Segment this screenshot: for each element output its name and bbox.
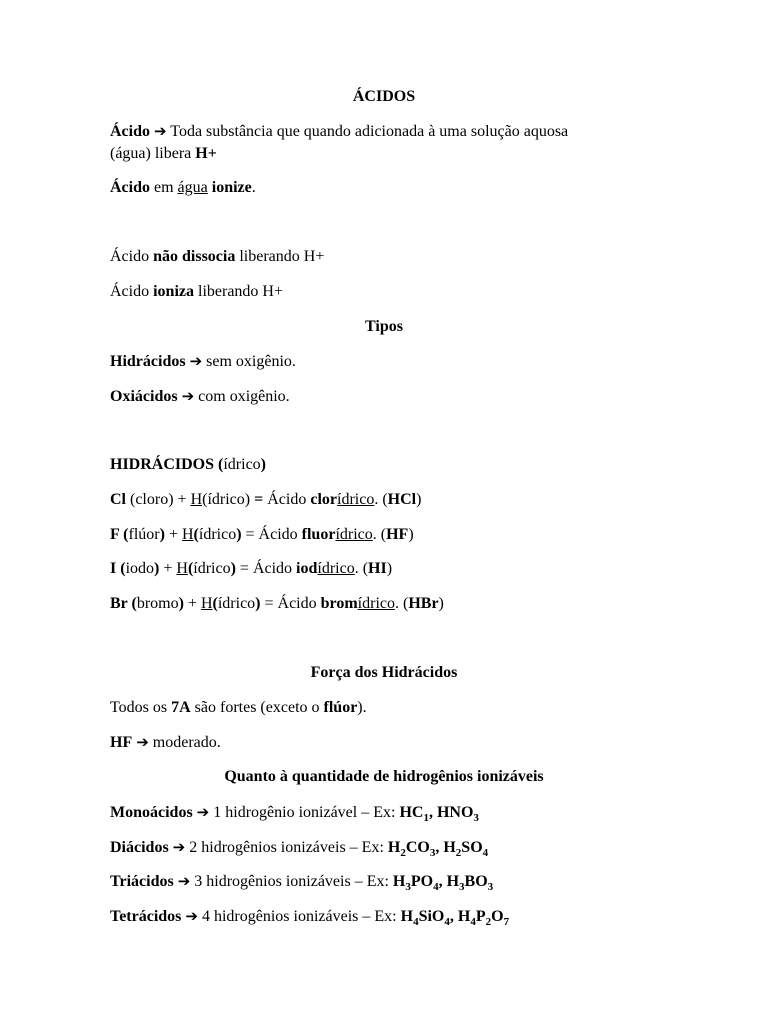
list-item: Monoácidos ➔ 1 hidrogênio ionizável – Ex: $HC_1$, $HNO_3$	[110, 803, 479, 824]
forca-line-2: HF ➔ moderado.	[110, 733, 221, 751]
arrow-icon: ➔	[185, 907, 198, 925]
arrow-icon: ➔	[181, 387, 195, 405]
arrow-icon: ➔	[172, 838, 186, 856]
list-item: Hidrácidos ➔ sem oxigênio.	[110, 352, 296, 370]
forca-line-1: Todos os 7A são fortes (exceto o flúor).	[110, 699, 367, 716]
section-heading-quantidade: Quanto à quantidade de hidrogênios ionizáveis	[224, 768, 544, 785]
hidracido-row: I (iodo) + H(ídrico) = Ácido iodídrico. (HI)	[110, 560, 393, 577]
arrow-icon: ➔	[136, 733, 149, 751]
section-heading-forca: Força dos Hidrácidos	[310, 664, 458, 681]
ionizes-line: Ácido ioniza liberando H+	[110, 283, 283, 300]
list-item: Triácidos ➔ 3 hidrogênios ionizáveis – Ex: $H_3PO_4$, $H_3BO_3$	[110, 872, 494, 893]
arrow-icon: ➔	[196, 803, 210, 821]
definition-line-1: Ácido ➔ Toda substância que quando adicionada à uma solução aquosa	[110, 122, 569, 140]
section-heading-hidracidos: HIDRÁCIDOS (ídrico)	[110, 456, 266, 473]
dissociate-line: Ácido não dissocia liberando H+	[110, 248, 325, 265]
list-item: Tetrácidos ➔ 4 hidrogênios ionizáveis – Ex: $H_4SiO_4$, $H_4P_2O_7$	[110, 907, 510, 928]
hidracido-row: Cl (cloro) + H(ídrico) = Ácido clorídrico. (HCl)	[110, 491, 422, 508]
page-title: ÁCIDOS	[352, 88, 416, 105]
arrow-icon: ➔	[189, 352, 203, 370]
arrow-icon: ➔	[154, 122, 167, 140]
arrow-icon: ➔	[177, 872, 191, 890]
hidracido-row: Br (bromo) + H(ídrico) = Ácido bromídrico. (HBr)	[110, 595, 444, 612]
hidracido-row: F (flúor) + H(ídrico) = Ácido fluorídrico. (HF)	[110, 526, 414, 543]
list-item: Diácidos ➔ 2 hidrogênios ionizáveis – Ex: $H_2CO_3$, $H_2SO_4$	[110, 838, 489, 859]
definition-line-2: (água) libera H+	[110, 145, 217, 162]
list-item: Oxiácidos ➔ com oxigênio.	[110, 387, 290, 405]
ionize-line: Ácido em água ionize.	[110, 179, 256, 196]
section-heading-tipos: Tipos	[365, 318, 403, 335]
